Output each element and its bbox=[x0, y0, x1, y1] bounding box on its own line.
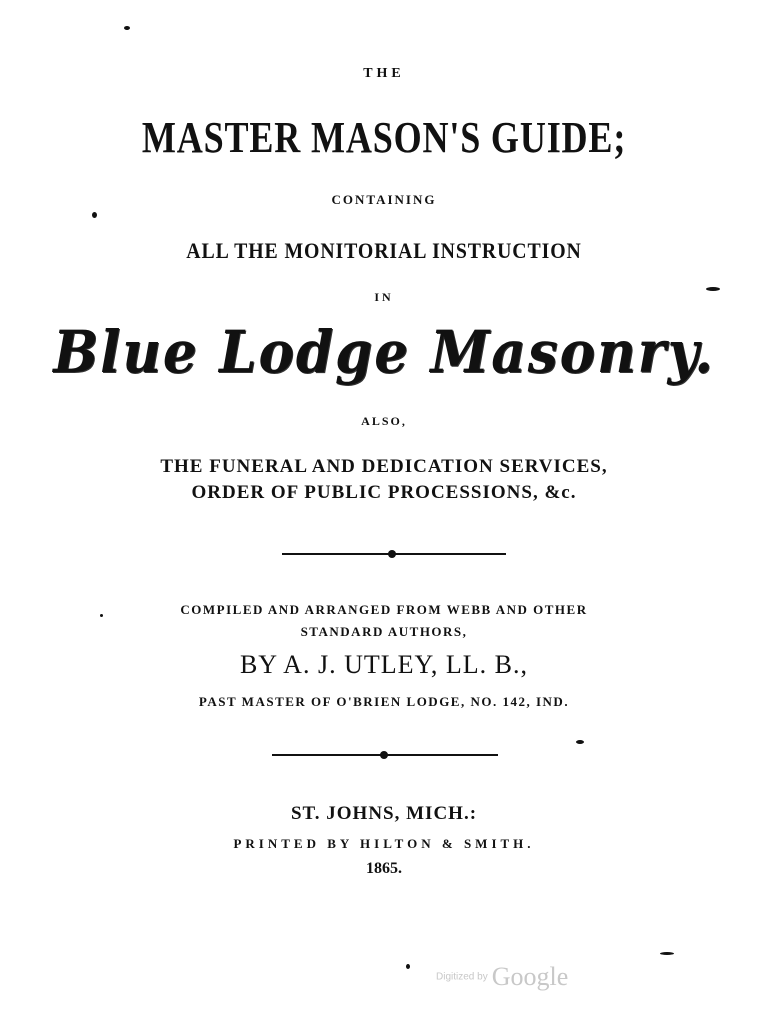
scan-speck bbox=[576, 740, 584, 744]
scan-speck bbox=[660, 952, 674, 955]
in-label: IN bbox=[374, 290, 394, 304]
scan-speck bbox=[92, 212, 97, 218]
scan-speck bbox=[100, 614, 103, 617]
author-line: BY A. J. UTLEY, LL. B., bbox=[239, 650, 529, 679]
also-label: ALSO, bbox=[361, 414, 407, 428]
services-line-2: ORDER OF PUBLIC PROCESSIONS, &c. bbox=[191, 482, 577, 503]
scan-speck bbox=[406, 964, 410, 969]
main-title: MASTER MASON'S GUIDE; bbox=[141, 113, 627, 162]
imprint-printer: PRINTED BY HILTON & SMITH. bbox=[233, 836, 535, 851]
services-line-1: THE FUNERAL AND DEDICATION SERVICES, bbox=[160, 456, 608, 477]
scan-speck bbox=[706, 287, 720, 291]
past-master-line: PAST MASTER OF O'BRIEN LODGE, NO. 142, IND. bbox=[198, 694, 570, 709]
compiled-line-2: STANDARD AUTHORS, bbox=[300, 624, 468, 639]
imprint-city: ST. JOHNS, MICH.: bbox=[290, 803, 478, 824]
scan-speck bbox=[124, 26, 130, 30]
subtitle: ALL THE MONITORIAL INSTRUCTION bbox=[186, 238, 582, 263]
compiled-line-1: COMPILED AND ARRANGED FROM WEBB AND OTHER bbox=[180, 602, 588, 617]
the-heading: THE bbox=[363, 66, 405, 81]
digitized-by-label: Digitized by bbox=[436, 971, 488, 983]
google-logo: Google bbox=[491, 962, 569, 991]
containing-label: CONTAINING bbox=[331, 192, 437, 207]
blackletter-title: Blue Lodge Masonry. bbox=[53, 318, 715, 386]
google-watermark bbox=[436, 962, 568, 992]
imprint-year: 1865. bbox=[366, 860, 402, 877]
